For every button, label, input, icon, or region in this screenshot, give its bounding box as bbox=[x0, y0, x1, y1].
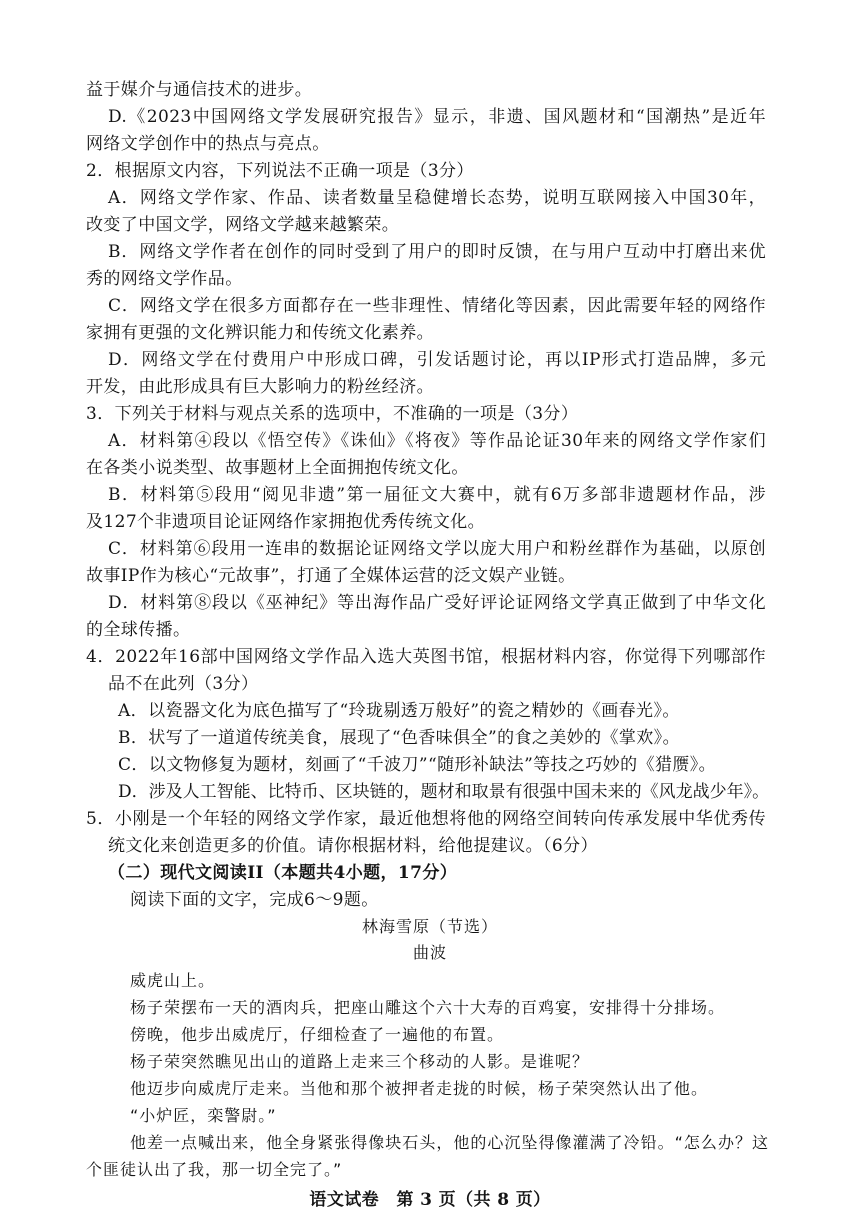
q5-line-1: 5．小刚是一个年轻的网络文学作家，最近他想将他的网络空间转向传承发展中华优秀传 bbox=[86, 809, 766, 829]
passage-paragraph-7-line-2: 个匪徒认出了我，那一切全完了。” bbox=[86, 1160, 343, 1179]
q2-option-d-line-1: D．网络文学在付费用户中形成口碑，引发话题讨论，再以IP形式打造品牌，多元 bbox=[108, 350, 766, 370]
q2-option-c-line-1: C．网络文学在很多方面都存在一些非理性、情绪化等因素，因此需要年轻的网络作 bbox=[108, 296, 766, 316]
passage-title: 林海雪原（节选） bbox=[361, 917, 498, 936]
q3-option-a-line-2: 在各类小说类型、故事题材上全面拥抱传统文化。 bbox=[86, 458, 469, 478]
q3-option-b-line-2: 及127个非遗项目论证网络作家拥抱优秀传统文化。 bbox=[86, 512, 486, 532]
q4-stem-line-2: 品不在此列（3分） bbox=[108, 674, 259, 694]
q4-stem-line-1: 4．2022年16部中国网络文学作品入选大英图书馆，根据材料内容，你觉得下列哪部作 bbox=[86, 647, 766, 667]
q1-tail-line-1: 益于媒介与通信技术的进步。 bbox=[86, 80, 313, 100]
q3-stem: 3．下列关于材料与观点关系的选项中，不准确的一项是（3分） bbox=[86, 404, 579, 424]
passage-paragraph-2: 杨子荣摆布一天的酒肉兵，把座山雕这个六十大寿的百鸡宴，安排得十分排场。 bbox=[130, 998, 726, 1017]
passage-paragraph-6: “小炉匠，栾警尉。” bbox=[130, 1106, 277, 1125]
q2-option-a-line-1: A．网络文学作家、作品、读者数量呈稳健增长态势，说明互联网接入中国30年， bbox=[108, 188, 766, 208]
q4-option-a: A．以瓷器文化为底色描写了“玲珑剔透万般好”的瓷之精妙的《画春光》。 bbox=[118, 701, 680, 721]
q4-option-c: C．以文物修复为题材，刻画了“千波刀”“随形补缺法”等技之巧妙的《猎赝》。 bbox=[118, 755, 717, 775]
q5-line-2: 统文化来创造更多的价值。请你根据材料，给他提建议。（6分） bbox=[108, 836, 598, 856]
q3-option-a-line-1: A．材料第④段以《悟空传》《诛仙》《将夜》等作品论证30年来的网络文学作家们 bbox=[108, 431, 766, 451]
q2-option-c-line-2: 家拥有更强的文化辨识能力和传统文化素养。 bbox=[86, 323, 434, 343]
q2-option-b-line-2: 秀的网络文学作品。 bbox=[86, 269, 243, 289]
passage-paragraph-3: 傍晚，他步出威虎厅，仔细检查了一遍他的布置。 bbox=[130, 1025, 505, 1044]
q2-option-d-line-2: 开发，由此形成具有巨大影响力的粉丝经济。 bbox=[86, 377, 434, 397]
q3-option-d-line-2: 的全球传播。 bbox=[86, 620, 191, 640]
q1-option-d-line-2: 网络文学创作中的热点与亮点。 bbox=[86, 134, 330, 154]
passage-paragraph-7-line-1: 他差一点喊出来，他全身紧张得像块石头，他的心沉坠得像灌满了冷铅。“怎么办？这 bbox=[130, 1133, 768, 1152]
q4-option-d: D．涉及人工智能、比特币、区块链的，题材和取景有很强中国未来的《风龙战少年》。 bbox=[118, 782, 770, 802]
q3-option-d-line-1: D．材料第⑧段以《巫神纪》等出海作品广受好评论证网络文学真正做到了中华文化 bbox=[108, 593, 766, 613]
page-footer: 语文试卷 第 3 页（共 8 页） bbox=[309, 1190, 551, 1210]
q2-option-b-line-1: B．网络文学作者在创作的同时受到了用户的即时反馈，在与用户互动中打磨出来优 bbox=[108, 242, 766, 262]
passage-author: 曲波 bbox=[412, 943, 447, 962]
passage-paragraph-5: 他迈步向威虎厅走来。当他和那个被押者走拢的时候，杨子荣突然认出了他。 bbox=[130, 1079, 709, 1098]
q4-option-b: B．状写了一道道传统美食，展现了“色香味俱全”的食之美妙的《掌欢》。 bbox=[118, 728, 680, 748]
q3-option-c-line-2: 故事IP作为核心“元故事”，打通了全媒体运营的泛文娱产业链。 bbox=[86, 566, 576, 586]
passage-paragraph-4: 杨子荣突然瞧见出山的道路上走来三个移动的人影。是谁呢？ bbox=[130, 1052, 590, 1071]
section-instruction: 阅读下面的文字，完成6～9题。 bbox=[130, 890, 379, 910]
q2-stem: 2．根据原文内容，下列说法不正确一项是（3分） bbox=[86, 161, 474, 181]
q1-option-d-line-1: D.《2023中国网络文学发展研究报告》显示，非遗、国风题材和“国潮热”是近年 bbox=[108, 107, 766, 127]
q3-option-b-line-1: B．材料第⑤段用“阅见非遗”第一届征文大赛中，就有6万多部非遗题材作品，涉 bbox=[108, 485, 766, 505]
passage-paragraph-1: 威虎山上。 bbox=[130, 971, 216, 990]
q2-option-a-line-2: 改变了中国文学，网络文学越来越繁荣。 bbox=[86, 215, 400, 235]
q3-option-c-line-1: C．材料第⑥段用一连串的数据论证网络文学以庞大用户和粉丝群作为基础，以原创 bbox=[108, 539, 766, 559]
section-heading: （二）现代文阅读II（本题共4小题，17分） bbox=[108, 863, 458, 883]
